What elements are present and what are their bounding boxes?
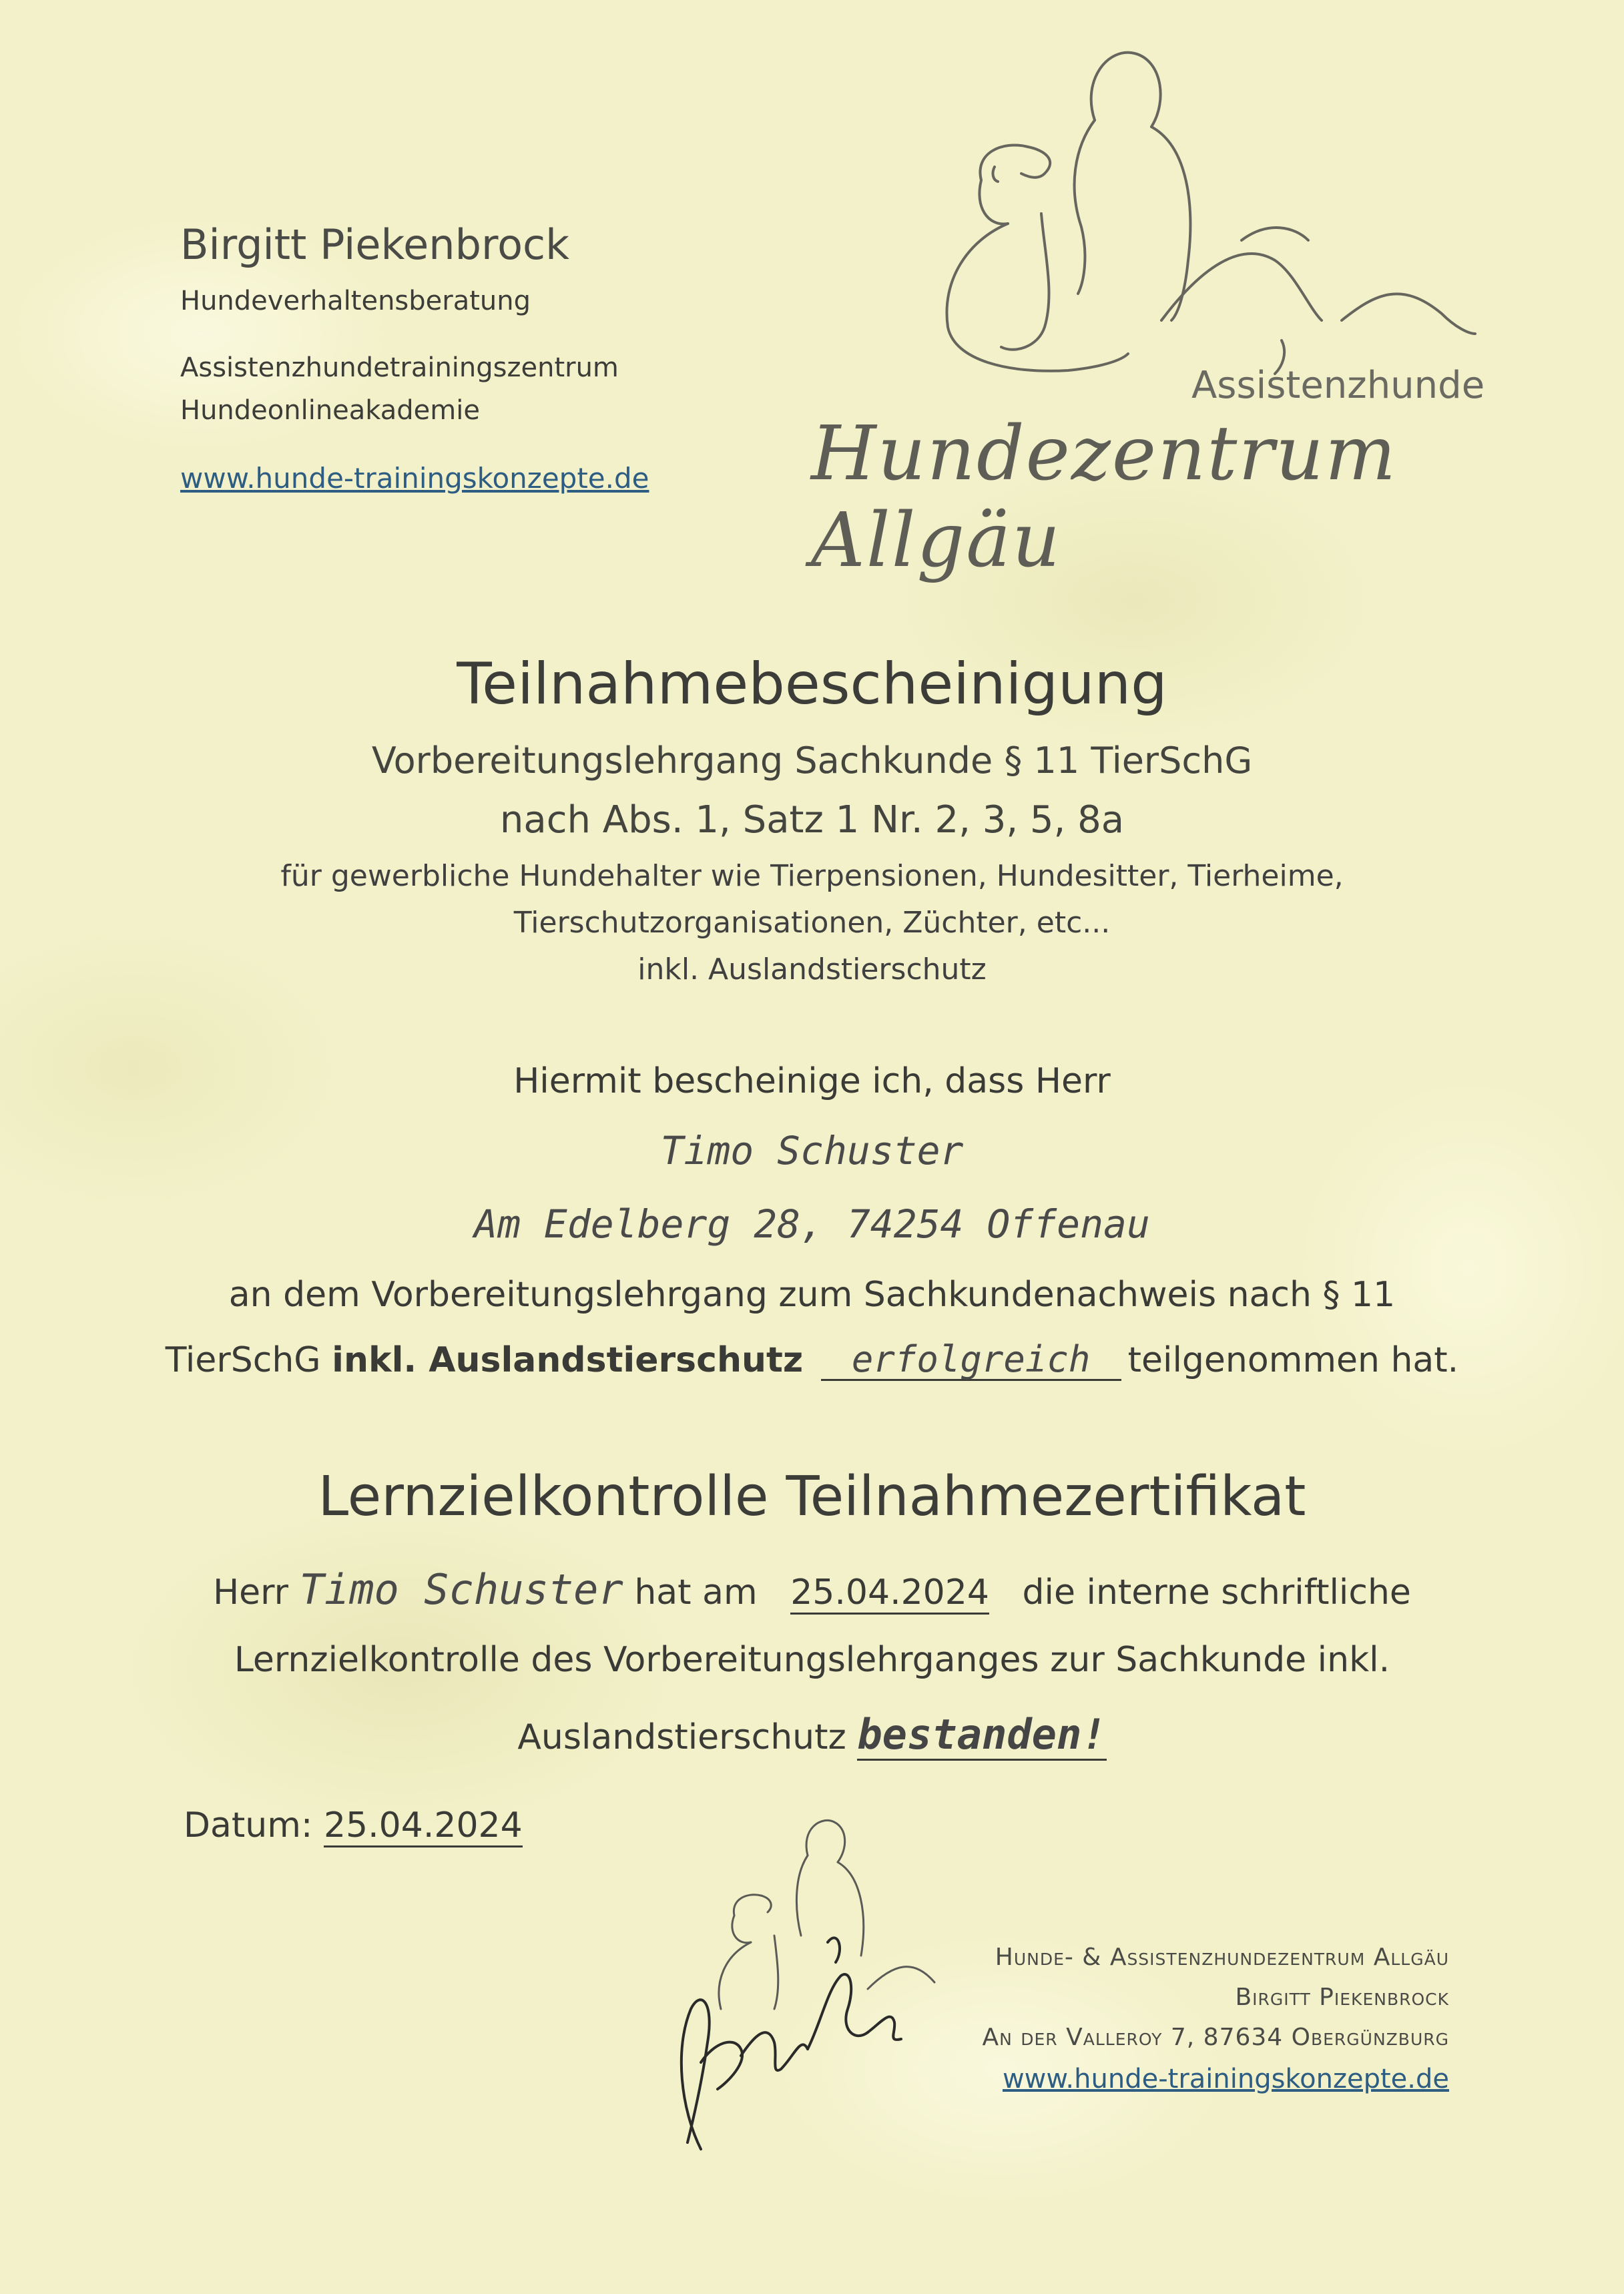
body-line-2-bold: inkl. Auslandstierschutz (332, 1340, 804, 1380)
exam-date: 25.04.2024 (790, 1572, 989, 1615)
header-name: Birgitt Piekenbrock (180, 220, 570, 269)
header-line-3: Hundeonlineakademie (180, 395, 480, 426)
exam-line-1-c: die interne schriftliche (1022, 1572, 1411, 1613)
exam-line-3 (0, 1710, 1624, 1759)
datum-label: Datum: (184, 1805, 313, 1845)
logo-subtitle: Assistenzhunde (1191, 364, 1485, 407)
signature-icon (661, 1889, 914, 2169)
exam-line-1-b: hat am (634, 1572, 758, 1613)
certificate-title: Teilnahmebescheinigung (457, 651, 1167, 718)
body-line-2 (0, 1340, 1624, 1381)
exam-result: bestanden! (857, 1710, 1106, 1761)
header-line-2: Assistenzhundetrainingszentrum (180, 352, 619, 383)
result-blank (821, 1338, 1121, 1381)
exam-line-1-a: Herr (213, 1572, 289, 1613)
certificate-small-line-1: für gewerbliche Hundehalter wie Tierpensionen, Hundesitter, Tierheime, (280, 859, 1344, 893)
intro-text: Hiermit bescheinige ich, dass Herr (513, 1061, 1111, 1101)
certificate-subtitle-1: Vorbereitungslehrgang Sachkunde § 11 TierSchG (371, 740, 1253, 782)
body-line-2-c: teilgenommen hat. (1127, 1340, 1459, 1380)
datum-line (184, 1805, 523, 1845)
participant-address: Am Edelberg 28, 74254 Offenau (474, 1201, 1150, 1247)
exam-line-2: Lernzielkontrolle des Vorbereitungslehrganges zur Sachkunde inkl. (234, 1640, 1390, 1680)
footer-website-link[interactable]: www.hunde-trainingskonzepte.de (1002, 2064, 1449, 2094)
body-line-1: an dem Vorbereitungslehrgang zum Sachkundenachweis nach § 11 (228, 1275, 1396, 1315)
footer-line-1: Hunde- & Assistenzhundezentrum Allgäu (995, 1944, 1449, 1971)
logo-title: Hundezentrum Allgäu (811, 410, 1398, 584)
body-line-2-a: TierSchG (165, 1340, 321, 1380)
exam-line-3-a: Auslandstierschutz (517, 1717, 846, 1757)
result-handwritten: erfolgreich (851, 1338, 1091, 1380)
exam-line-1 (0, 1565, 1624, 1614)
certificate-subtitle-2: nach Abs. 1, Satz 1 Nr. 2, 3, 5, 8a (499, 798, 1125, 842)
header-line-1: Hundeverhaltensberatung (180, 286, 531, 316)
dog-and-person-logo-icon (814, 40, 1522, 414)
certificate-small-line-3: inkl. Auslandstierschutz (637, 952, 987, 986)
certificate-small-line-2: Tierschutzorganisationen, Züchter, etc... (513, 906, 1111, 940)
participant-name: Timo Schuster (660, 1128, 964, 1173)
footer-line-2: Birgitt Piekenbrock (1235, 1984, 1449, 2011)
header-website-link[interactable]: www.hunde-trainingskonzepte.de (180, 462, 649, 495)
datum-value: 25.04.2024 (324, 1805, 523, 1847)
exam-participant-name: Timo Schuster (299, 1565, 623, 1614)
exam-title: Lernzielkontrolle Teilnahmezertifikat (318, 1465, 1306, 1528)
footer-line-3: An der Valleroy 7, 87634 Obergünzburg (982, 2024, 1449, 2051)
